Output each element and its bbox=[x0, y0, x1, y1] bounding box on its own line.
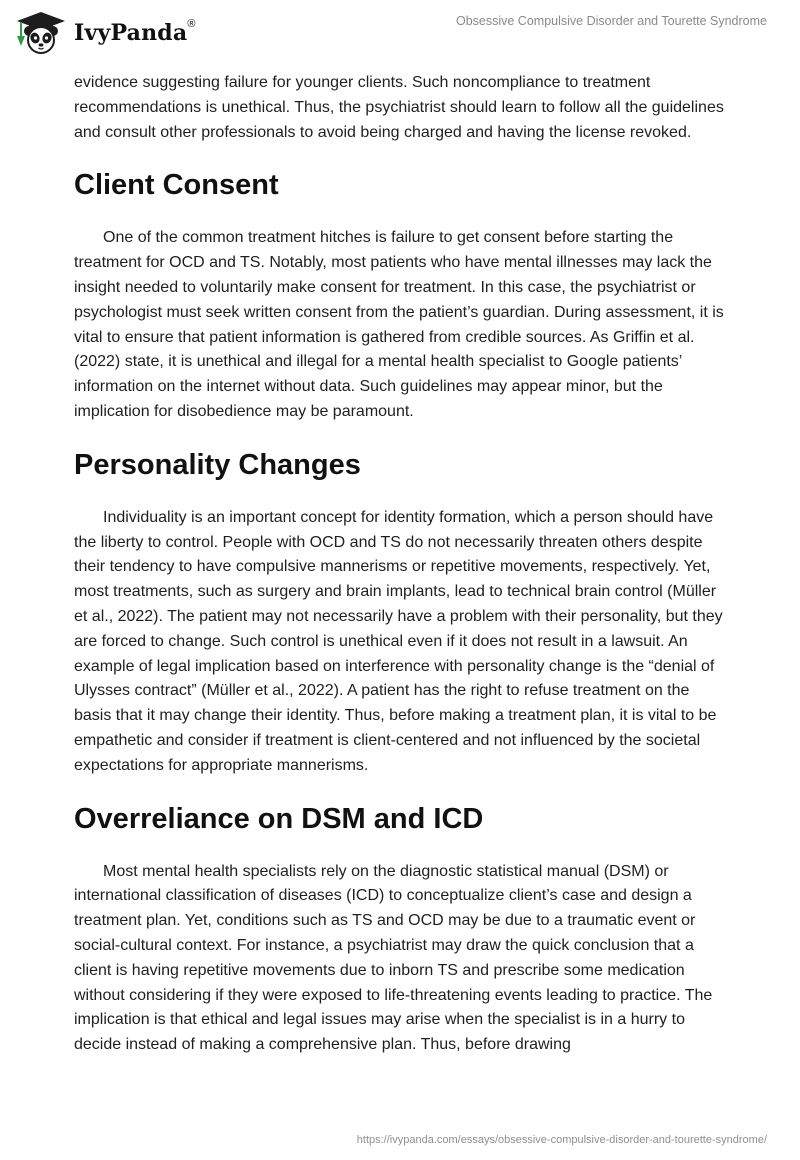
panda-graduate-logo-icon bbox=[12, 10, 70, 54]
running-title: Obsessive Compulsive Disorder and Tourette Syndrome bbox=[455, 14, 767, 28]
essay-body bbox=[74, 71, 728, 1058]
section-heading-client-consent: Client Consent bbox=[74, 169, 279, 202]
section-heading-overreliance-dsm-icd: Overreliance on DSM and ICD bbox=[74, 802, 484, 835]
intro-paragraph: evidence suggesting failure for younger clients. Such noncompliance to treatment recommendations is unethical. Thus, the psychiatrist should learn to follow all the guidelines and consult other professionals to avoid being charged and having the license revoked. bbox=[74, 74, 724, 141]
page-header bbox=[0, 0, 800, 64]
section-paragraph-client-consent: One of the common treatment hitches is failure to get consent before starting the treatment for OCD and TS. Notably, most patients who have mental illnesses may lack the insight needed to voluntarily make consent for treatment. In this case, the psychiatrist or psychologist must seek written consent from the patient’s guardian. During assessment, it is vital to ensure that patient information is gathered from credible sources. As Griffin et al. (2022) state, it is unethical and illegal for a mental health specialist to Google patients’ information on the internet without data. Such guidelines may appear minor, but the implication for disobedience may be paramount. bbox=[74, 229, 724, 420]
section-paragraph-personality-changes: Individuality is an important concept for identity formation, which a person should have the liberty to control. People with OCD and TS do not necessarily threaten others despite their tendency to have compulsive mannerisms or repetitive movements, respectively. Yet, most treatments, such as surgery and brain implants, lead to technical brain control (Müller et al., 2022). The patient may not necessarily have a problem with their personality, but they are forced to change. Such control is unethical even if it does not result in a lawsuit. An example of legal implication based on interference with personality change is the “denial of Ulysses contract” (Müller et al., 2022). A patient has the right to refuse treatment on the basis that it may change their identity. Thus, before making a treatment plan, it is vital to be empathetic and consider if treatment is client-centered and not influenced by the societal expectations for appropriate mannerisms. bbox=[74, 508, 723, 774]
footer-source-url[interactable]: https://ivypanda.com/essays/obsessive-compulsive-disorder-and-tourette-syndrome/ bbox=[356, 1134, 767, 1146]
logo-wordmark: IvyPanda® bbox=[74, 18, 196, 46]
section-paragraph-overreliance-dsm-icd: Most mental health specialists rely on the diagnostic statistical manual (DSM) or international classification of diseases (ICD) to conceptualize client’s case and design a treatment plan. Yet, conditions such as TS and OCD may be due to a traumatic event or social-cultural context. For instance, a psychiatrist may draw the quick conclusion that a client is having repetitive movements due to inborn TS and prescribe some medication without considering if they were exposed to life-threatening events leading to practice. The implication is that ethical and legal issues may arise when the specialist is in a hurry to decide instead of making a comprehensive plan. Thus, before drawing bbox=[74, 862, 713, 1054]
section-heading-personality-changes: Personality Changes bbox=[74, 448, 361, 481]
ivypanda-logo[interactable] bbox=[12, 10, 196, 54]
